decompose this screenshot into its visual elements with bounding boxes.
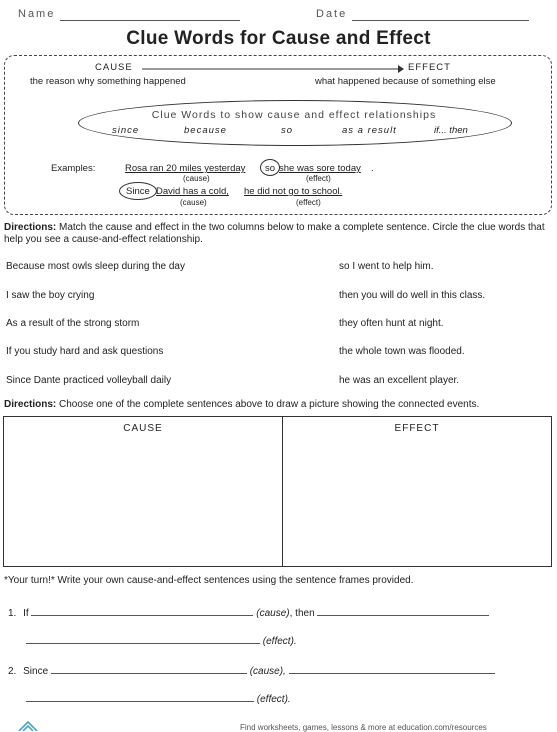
example2-effect-tag: (effect): [296, 198, 321, 207]
clue-word-since: since: [112, 125, 140, 136]
directions-label: Directions:: [4, 222, 57, 233]
clue-word-if-then: if... then: [434, 125, 468, 136]
directions-text: Match the cause and effect in the two columns below to make a complete sentence. Circle the clue words that help you see a cause-and-effect relationship.: [4, 222, 545, 245]
directions-draw: [4, 399, 552, 410]
cause-label: CAUSE: [95, 62, 133, 73]
frame1-effect-blank-1[interactable]: [317, 606, 489, 616]
match-right-4: the whole town was flooded.: [339, 346, 465, 357]
frame2-number: 2.: [8, 666, 17, 677]
examples-label: Examples:: [51, 163, 96, 174]
frame2-effect-blank-2[interactable]: [26, 692, 254, 702]
example1-clue-word: so: [265, 163, 276, 174]
frame1-cause-tag: (cause): [256, 608, 290, 619]
example1-cause-text: Rosa ran 20 miles yesterday: [125, 163, 246, 174]
frame1-effect-tag: (effect).: [262, 636, 297, 647]
table-effect-header: EFFECT: [394, 423, 440, 434]
frame1-effect-blank-2[interactable]: [26, 634, 260, 644]
frame1-number: 1.: [8, 608, 17, 619]
match-left-4: If you study hard and ask questions: [6, 346, 164, 357]
education-logo-icon: [18, 718, 38, 731]
frame2-start: Since: [23, 666, 49, 677]
example2-clue-word: Since: [126, 186, 150, 197]
effect-drawing-cell[interactable]: [283, 417, 552, 567]
clue-words-ellipse: [78, 100, 512, 146]
match-right-3: they often hunt at night.: [339, 318, 444, 329]
example2-effect-text: he did not go to school.: [244, 186, 343, 197]
drawing-table: [3, 416, 552, 567]
frame1-then: , then: [289, 608, 315, 619]
match-right-2: then you will do well in this class.: [339, 290, 486, 301]
example2-cause-text: David has a cold,: [156, 186, 229, 197]
sentence-frame-1: [8, 606, 489, 619]
name-label: Name: [18, 8, 56, 20]
match-left-2: I saw the boy crying: [6, 290, 95, 301]
frame1-cause-blank[interactable]: [31, 606, 253, 616]
name-line[interactable]: [60, 20, 240, 21]
directions2-label: Directions:: [4, 399, 57, 410]
effect-description: what happened because of something else: [315, 76, 496, 87]
frame2-effect-tag: (effect).: [256, 694, 291, 705]
sentence-frame-2: [8, 664, 495, 677]
frame2-effect-blank-1[interactable]: [289, 664, 495, 674]
example1-effect-text: she was sore today: [279, 163, 361, 174]
your-turn-instructions: *Your turn!* Write your own cause-and-effect sentences using the sentence frames provided.: [4, 575, 414, 586]
frame1-start: If: [23, 608, 29, 619]
example1-period: .: [371, 163, 374, 174]
date-line[interactable]: [352, 20, 529, 21]
match-left-3: As a result of the strong storm: [6, 318, 140, 329]
clue-words-heading: Clue Words to show cause and effect relationships: [151, 109, 437, 121]
sentence-frame-2-line2: [26, 692, 291, 705]
sentence-frame-1-line2: [26, 634, 297, 647]
directions-match: [4, 222, 552, 246]
clue-word-because: because: [184, 125, 227, 136]
example2-cause-tag: (cause): [180, 198, 207, 207]
cause-description: the reason why something happened: [30, 76, 186, 87]
example1-cause-tag: (cause): [183, 174, 210, 183]
table-cause-header: CAUSE: [123, 423, 163, 434]
cause-effect-arrow: [142, 64, 404, 74]
match-left-1: Because most owls sleep during the day: [6, 261, 185, 272]
page-title: Clue Words for Cause and Effect: [126, 28, 431, 49]
clue-word-so: so: [281, 125, 294, 136]
frame2-cause-blank[interactable]: [51, 664, 247, 674]
clue-word-as-a-result: as a result: [342, 125, 397, 136]
match-right-5: he was an excellent player.: [339, 375, 460, 386]
cause-drawing-cell[interactable]: [4, 417, 283, 567]
frame2-cause-tag: (cause),: [249, 666, 286, 677]
match-left-5: Since Dante practiced volleyball daily: [6, 375, 172, 386]
example2-clue-circle: [119, 182, 157, 200]
footer-text: Find worksheets, games, lessons & more at education.com/resources: [240, 723, 487, 732]
example1-clue-circle: [260, 159, 280, 176]
date-label: Date: [316, 8, 348, 20]
match-right-1: so I went to help him.: [339, 261, 434, 272]
directions2-text: Choose one of the complete sentences above to draw a picture showing the connected events.: [59, 399, 480, 410]
example1-effect-tag: (effect): [306, 174, 331, 183]
effect-label: EFFECT: [408, 62, 451, 73]
